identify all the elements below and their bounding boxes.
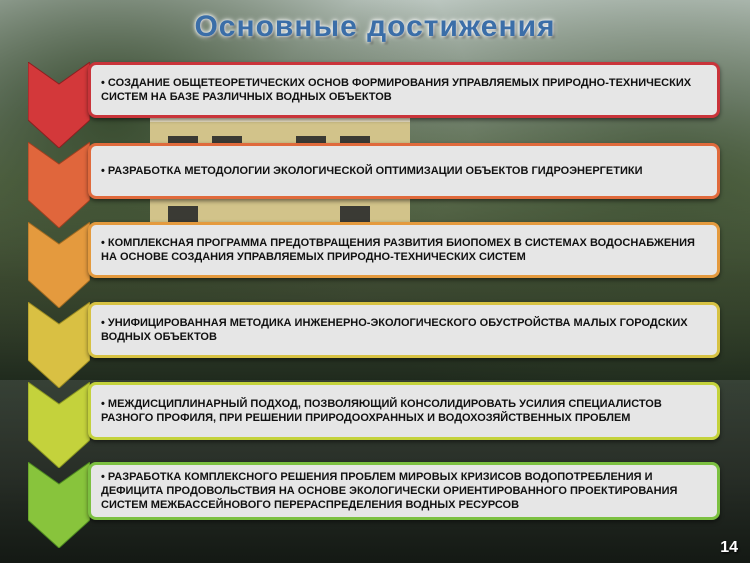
- chevron-arrow-6: [28, 462, 90, 548]
- chevron-arrow-1: [28, 62, 90, 148]
- achievement-text: • РАЗРАБОТКА КОМПЛЕКСНОГО РЕШЕНИЯ ПРОБЛЕМ МИРОВЫХ КРИЗИСОВ ВОДОПОТРЕБЛЕНИЯ И ДЕФИЦИТА ПРОДОВОЛЬСТВИЯ НА ОСНОВЕ ЭКОЛОГИЧЕСКИ ОРИЕНТИРОВАННОГО ПРОЕКТИРОВАНИЯ СИСТЕМ МЕЖБАССЕЙНОВОГО ПЕРЕРАСПРЕДЕЛЕНИЯ ВОДНЫХ РЕСУРСОВ: [101, 471, 678, 511]
- chevron-shape: [28, 62, 90, 148]
- chevron-shape: [28, 302, 90, 388]
- chevron-arrow-4: [28, 302, 90, 388]
- chevron-shape: [28, 222, 90, 308]
- achievement-item-4: [88, 302, 720, 358]
- achievement-item-1: [88, 62, 720, 118]
- achievement-item-6: [88, 462, 720, 520]
- page-number: 14: [720, 539, 738, 556]
- chevron-arrow-2: [28, 142, 90, 228]
- achievement-item-2: [88, 143, 720, 199]
- achievement-text: • РАЗРАБОТКА МЕТОДОЛОГИИ ЭКОЛОГИЧЕСКОЙ ОПТИМИЗАЦИИ ОБЪЕКТОВ ГИДРОЭНЕРГЕТИКИ: [101, 165, 643, 177]
- chevron-arrow-5: [28, 382, 90, 468]
- achievement-text: • УНИФИЦИРОВАННАЯ МЕТОДИКА ИНЖЕНЕРНО-ЭКОЛОГИЧЕСКОГО ОБУСТРОЙСТВА МАЛЫХ ГОРОДСКИХ ВОДНЫХ ОБЪЕКТОВ: [101, 317, 688, 343]
- achievement-text: • КОМПЛЕКСНАЯ ПРОГРАММА ПРЕДОТВРАЩЕНИЯ РАЗВИТИЯ БИОПОМЕХ В СИСТЕМАХ ВОДОСНАБЖЕНИЯ НА ОСНОВЕ СОЗДАНИЯ УПРАВЛЯЕМЫХ ПРИРОДНО-ТЕХНИЧЕСКИХ СИСТЕМ: [101, 237, 695, 263]
- slide-title: Основные достижения: [194, 10, 556, 43]
- achievement-text: • СОЗДАНИЕ ОБЩЕТЕОРЕТИЧЕСКИХ ОСНОВ ФОРМИРОВАНИЯ УПРАВЛЯЕМЫХ ПРИРОДНО-ТЕХНИЧЕСКИХ СИСТЕМ НА БАЗЕ РАЗЛИЧНЫХ ВОДНЫХ ОБЪЕКТОВ: [101, 77, 692, 103]
- chevron-arrow-3: [28, 222, 90, 308]
- achievement-item-5: [88, 382, 720, 440]
- achievement-text: • МЕЖДИСЦИПЛИНАРНЫЙ ПОДХОД, ПОЗВОЛЯЮЩИЙ КОНСОЛИДИРОВАТЬ УСИЛИЯ СПЕЦИАЛИСТОВ РАЗНОГО ПРОФИЛЯ, ПРИ РЕШЕНИИ ПРИРОДООХРАННЫХ И ВОДОХОЗЯЙСТВЕННЫХ ПРОБЛЕМ: [101, 398, 662, 424]
- chevron-shape: [28, 142, 90, 228]
- chevron-shape: [28, 462, 90, 548]
- achievement-item-3: [88, 222, 720, 278]
- chevron-shape: [28, 382, 90, 468]
